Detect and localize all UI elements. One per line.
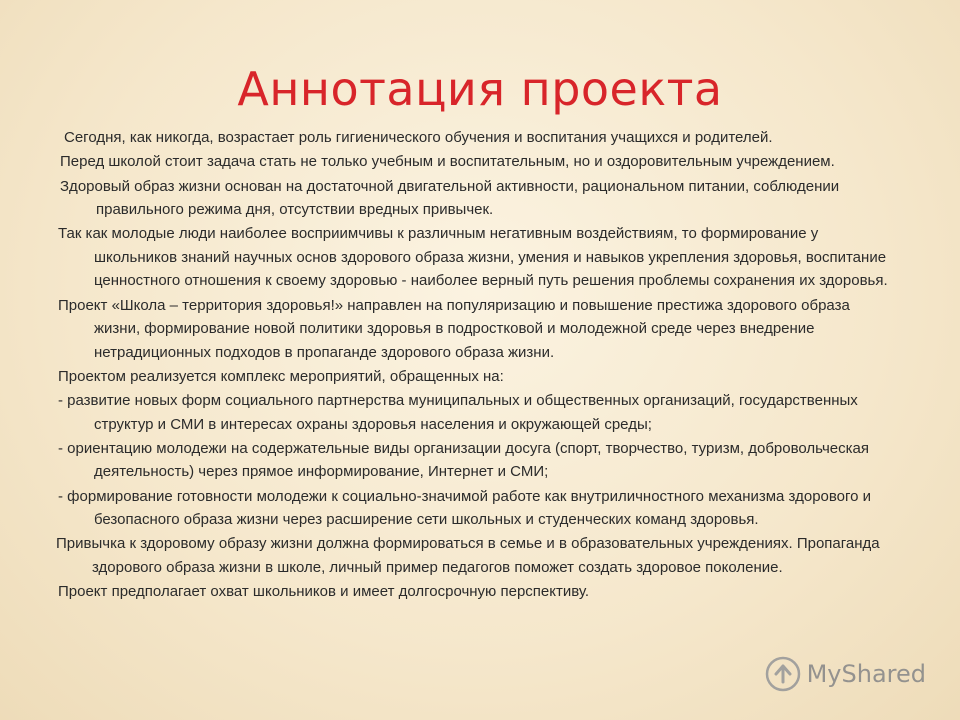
list-item-1: - развитие новых форм социального партнерства муниципальных и общественных организаций, государственных структур и СМИ в интересах охраны здоровья населения и окружающей среды;	[58, 392, 858, 433]
paragraph-3: Здоровый образ жизни основан на достаточной двигательной активности, рациональном питании, соблюдении правильного режима дня, отсутствии вредных привычек.	[60, 177, 840, 218]
paragraph-2: Перед школой стоит задача стать не только учебным и воспитательным, но и оздоровительным учреждением.	[60, 153, 835, 171]
myshared-logo-icon	[765, 656, 801, 692]
list-item-3: - формирование готовности молодежи к социально-значимой работе как внутриличностного механизма здорового и безопасного образа жизни через расширение сети школьных и студенческих команд здоровья.	[58, 487, 872, 528]
paragraph-6: Проектом реализуется комплекс мероприятий, обращенных на:	[58, 367, 504, 385]
slide-title: Аннотация проекта	[237, 62, 723, 116]
annotation-text	[58, 126, 898, 604]
paragraph-8: Проект предполагает охват школьников и имеет долгосрочную перспективу.	[58, 583, 590, 600]
myshared-watermark	[765, 656, 926, 692]
paragraph-1: Сегодня, как никогда, возрастает роль гигиенического обучения и воспитания учащихся и родителей.	[64, 129, 773, 146]
paragraph-4: Так как молодые люди наиболее восприимчивы к различным негативным воздействиям, то формирование у школьников знаний научных основ здорового образа жизни, умения и навыков укрепления здоровья, воспитание ценностного отношения к своему здоровью - наиболее верный путь решения проблемы сохранения их здоровья.	[58, 225, 888, 290]
paragraph-5: Проект «Школа – территория здоровья!» направлен на популяризацию и повышение престижа здорового образа жизни, формирование новой политики здоровья в подростковой и молодежной среде через внедрение нетрадиционных подходов в пропаганде здорового образа жизни.	[58, 296, 850, 361]
watermark-text: MyShared	[806, 660, 926, 688]
paragraph-7: Привычка к здоровому образу жизни должна формироваться в семье и в образовательных учреждениях. Пропаганда здорового образа жизни в школе, личный пример педагогов поможет создать здоровое поколение.	[56, 535, 880, 576]
list-item-2: - ориентацию молодежи на содержательные виды организации досуга (спорт, творчество, туризм, добровольческая деятельность) через прямое информирование, Интернет и СМИ;	[58, 439, 869, 481]
